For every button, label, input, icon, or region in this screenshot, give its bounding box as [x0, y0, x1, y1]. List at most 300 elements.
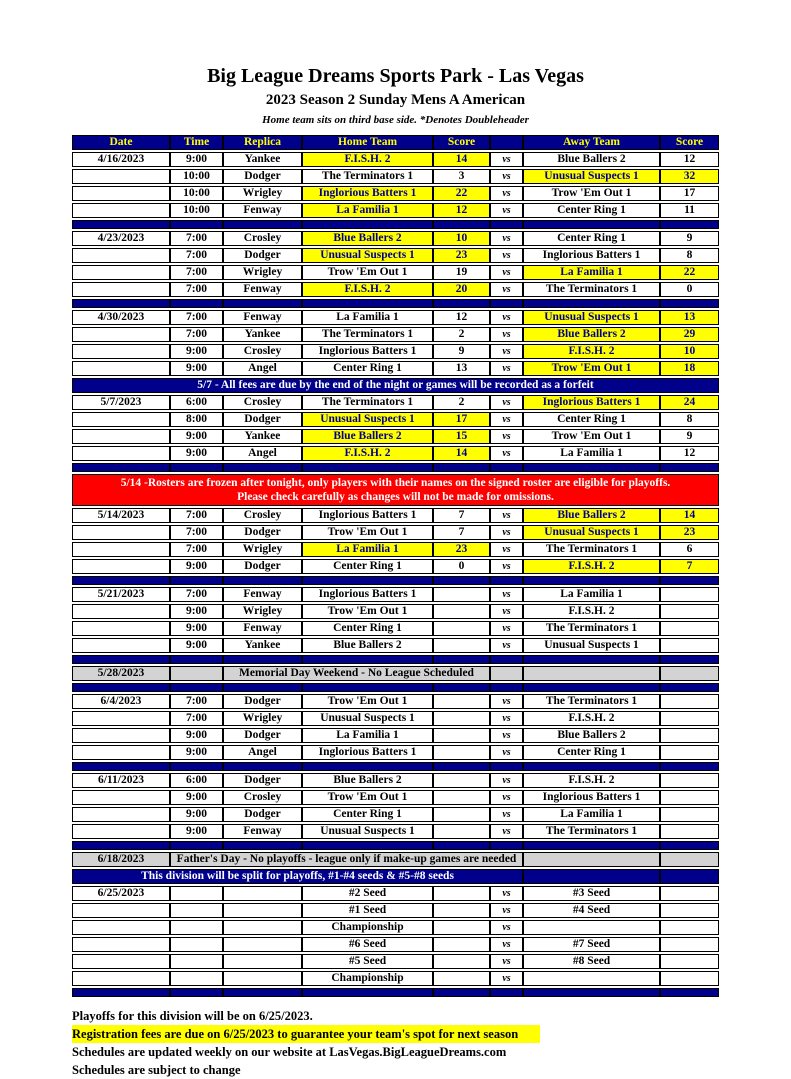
- separator-cell: [170, 576, 223, 585]
- home-team-cell: Unusual Suspects 1: [302, 824, 433, 839]
- home-team-cell: Center Ring 1: [302, 559, 433, 574]
- home-team-note: Home team sits on third base side. *Denotes Doubleheader: [262, 114, 529, 126]
- time-cell: 7:00: [170, 265, 223, 280]
- away-score-cell: 13: [660, 310, 719, 325]
- date-cell: [72, 248, 170, 263]
- home-team-cell: Inglorious Batters 1: [302, 587, 433, 602]
- replica-cell: Dodger: [223, 694, 302, 709]
- vs-cell: vs: [490, 186, 523, 201]
- home-score-cell: [433, 745, 490, 760]
- vs-cell: vs: [490, 937, 523, 952]
- home-score-cell: 23: [433, 542, 490, 557]
- replica-cell: Fenway: [223, 310, 302, 325]
- home-score-cell: [433, 886, 490, 901]
- separator-cell: [170, 655, 223, 664]
- home-team-cell: Trow 'Em Out 1: [302, 525, 433, 540]
- home-score-cell: [433, 971, 490, 986]
- navy-note-filler: [660, 869, 719, 884]
- replica-cell: Yankee: [223, 152, 302, 167]
- away-score-cell: 12: [660, 446, 719, 461]
- game-row: [72, 824, 719, 839]
- schedule-table-body: [72, 152, 719, 997]
- separator-cell: [302, 655, 433, 664]
- replica-cell: Crosley: [223, 508, 302, 523]
- vs-cell: vs: [490, 231, 523, 246]
- vs-cell: vs: [490, 203, 523, 218]
- separator-cell: [490, 463, 523, 472]
- separator-cell: [170, 841, 223, 850]
- away-team-cell: #8 Seed: [523, 954, 660, 969]
- header-vs: [490, 135, 523, 150]
- vs-cell: vs: [490, 395, 523, 410]
- vs-cell: vs: [490, 344, 523, 359]
- game-row: [72, 446, 719, 461]
- game-row: [72, 152, 719, 167]
- separator-cell: [660, 463, 719, 472]
- away-score-cell: [660, 587, 719, 602]
- separator-cell: [223, 762, 302, 771]
- time-cell: 9:00: [170, 728, 223, 743]
- separator-cell: [223, 576, 302, 585]
- replica-cell: Dodger: [223, 559, 302, 574]
- away-score-cell: [660, 666, 719, 681]
- game-row: [72, 344, 719, 359]
- home-score-cell: [433, 621, 490, 636]
- home-score-cell: [433, 824, 490, 839]
- home-team-cell: Center Ring 1: [302, 621, 433, 636]
- time-cell: 10:00: [170, 203, 223, 218]
- away-team-cell: Unusual Suspects 1: [523, 525, 660, 540]
- home-team-cell: Trow 'Em Out 1: [302, 694, 433, 709]
- vs-cell: vs: [490, 745, 523, 760]
- away-team-cell: [523, 920, 660, 935]
- time-cell: [170, 666, 223, 681]
- separator-cell: [660, 299, 719, 308]
- header-home-score: Score: [433, 135, 490, 150]
- date-cell: [72, 711, 170, 726]
- away-team-cell: Trow 'Em Out 1: [523, 429, 660, 444]
- separator-cell: [433, 655, 490, 664]
- vs-cell: vs: [490, 604, 523, 619]
- vs-cell: vs: [490, 169, 523, 184]
- replica-cell: Angel: [223, 361, 302, 376]
- separator-row: [72, 299, 719, 308]
- game-row: [72, 604, 719, 619]
- away-team-cell: F.I.S.H. 2: [523, 711, 660, 726]
- home-team-cell: #5 Seed: [302, 954, 433, 969]
- date-cell: [72, 903, 170, 918]
- separator-cell: [170, 683, 223, 692]
- footer-notes: [72, 1007, 791, 1079]
- time-cell: 9:00: [170, 824, 223, 839]
- date-cell: [72, 824, 170, 839]
- separator-cell: [433, 988, 490, 997]
- separator-row: [72, 655, 719, 664]
- vs-cell: vs: [490, 310, 523, 325]
- away-team-cell: [523, 852, 660, 867]
- separator-cell: [433, 463, 490, 472]
- separator-cell: [223, 299, 302, 308]
- home-score-cell: 7: [433, 508, 490, 523]
- header-away-score: Score: [660, 135, 719, 150]
- separator-cell: [72, 299, 170, 308]
- header-replica: Replica: [223, 135, 302, 150]
- game-row: [72, 920, 719, 935]
- date-cell: [72, 604, 170, 619]
- footer-line: Schedules are updated weekly on our website at LasVegas.BigLeagueDreams.com: [72, 1045, 507, 1059]
- time-cell: 7:00: [170, 231, 223, 246]
- separator-cell: [433, 841, 490, 850]
- replica-cell: Wrigley: [223, 711, 302, 726]
- date-cell: 6/11/2023: [72, 773, 170, 788]
- header-home-team: Home Team: [302, 135, 433, 150]
- separator-cell: [72, 988, 170, 997]
- time-cell: 9:00: [170, 790, 223, 805]
- away-score-cell: 0: [660, 282, 719, 297]
- home-team-cell: Unusual Suspects 1: [302, 412, 433, 427]
- separator-row: [72, 683, 719, 692]
- away-score-cell: 12: [660, 152, 719, 167]
- vs-cell: vs: [490, 412, 523, 427]
- away-team-cell: [523, 666, 660, 681]
- date-cell: [72, 807, 170, 822]
- away-score-cell: 9: [660, 231, 719, 246]
- page-title: Big League Dreams Sports Park - Las Vegas: [207, 65, 584, 87]
- away-score-cell: 9: [660, 429, 719, 444]
- time-cell: 7:00: [170, 542, 223, 557]
- date-cell: [72, 282, 170, 297]
- table-header-row: [72, 135, 719, 150]
- separator-row: [72, 841, 719, 850]
- separator-cell: [433, 299, 490, 308]
- date-cell: [72, 525, 170, 540]
- vs-cell: vs: [490, 559, 523, 574]
- away-score-cell: 17: [660, 186, 719, 201]
- separator-cell: [433, 576, 490, 585]
- home-score-cell: 2: [433, 327, 490, 342]
- replica-cell: Wrigley: [223, 265, 302, 280]
- home-score-cell: 22: [433, 186, 490, 201]
- home-team-cell: Trow 'Em Out 1: [302, 265, 433, 280]
- away-score-cell: 14: [660, 508, 719, 523]
- home-team-cell: Unusual Suspects 1: [302, 711, 433, 726]
- home-team-cell: Blue Ballers 2: [302, 231, 433, 246]
- replica-cell: Yankee: [223, 638, 302, 653]
- home-team-cell: F.I.S.H. 2: [302, 282, 433, 297]
- separator-cell: [302, 762, 433, 771]
- replica-cell: Wrigley: [223, 604, 302, 619]
- game-row: [72, 711, 719, 726]
- separator-cell: [523, 576, 660, 585]
- home-team-cell: La Familia 1: [302, 542, 433, 557]
- away-score-cell: 8: [660, 248, 719, 263]
- away-team-cell: Center Ring 1: [523, 203, 660, 218]
- game-row: [72, 745, 719, 760]
- separator-cell: [302, 576, 433, 585]
- home-score-cell: [433, 711, 490, 726]
- replica-cell: Dodger: [223, 169, 302, 184]
- away-team-cell: F.I.S.H. 2: [523, 344, 660, 359]
- replica-cell: Wrigley: [223, 542, 302, 557]
- time-cell: 10:00: [170, 186, 223, 201]
- replica-cell: Angel: [223, 446, 302, 461]
- game-row: [72, 694, 719, 709]
- date-cell: 5/21/2023: [72, 587, 170, 602]
- home-team-cell: Inglorious Batters 1: [302, 745, 433, 760]
- date-cell: [72, 559, 170, 574]
- away-team-cell: Blue Ballers 2: [523, 728, 660, 743]
- separator-cell: [72, 576, 170, 585]
- home-score-cell: [433, 694, 490, 709]
- date-cell: [72, 954, 170, 969]
- replica-cell: Crosley: [223, 395, 302, 410]
- away-team-cell: Trow 'Em Out 1: [523, 361, 660, 376]
- away-team-cell: La Familia 1: [523, 446, 660, 461]
- replica-cell: Yankee: [223, 429, 302, 444]
- away-score-cell: [660, 790, 719, 805]
- away-team-cell: Center Ring 1: [523, 412, 660, 427]
- vs-cell: [490, 666, 523, 681]
- separator-cell: [660, 841, 719, 850]
- time-cell: 9:00: [170, 344, 223, 359]
- navy-note-text: This division will be split for playoffs, #1-#4 seeds & #5-#8 seeds: [72, 869, 523, 884]
- game-row: [72, 886, 719, 901]
- separator-cell: [302, 841, 433, 850]
- vs-cell: vs: [490, 621, 523, 636]
- home-team-cell: The Terminators 1: [302, 327, 433, 342]
- vs-cell: vs: [490, 711, 523, 726]
- separator-cell: [72, 463, 170, 472]
- away-score-cell: 32: [660, 169, 719, 184]
- separator-cell: [170, 220, 223, 229]
- time-cell: [170, 886, 223, 901]
- separator-cell: [223, 655, 302, 664]
- away-team-cell: The Terminators 1: [523, 282, 660, 297]
- home-team-cell: Center Ring 1: [302, 361, 433, 376]
- replica-cell: Fenway: [223, 824, 302, 839]
- vs-cell: vs: [490, 248, 523, 263]
- game-row: [72, 327, 719, 342]
- date-cell: 6/18/2023: [72, 852, 170, 867]
- time-cell: 9:00: [170, 745, 223, 760]
- separator-cell: [660, 988, 719, 997]
- game-row: [72, 790, 719, 805]
- date-cell: [72, 344, 170, 359]
- date-cell: [72, 446, 170, 461]
- home-score-cell: 13: [433, 361, 490, 376]
- away-score-cell: [660, 745, 719, 760]
- game-row: [72, 587, 719, 602]
- home-score-cell: 2: [433, 395, 490, 410]
- header-away-team: Away Team: [523, 135, 660, 150]
- time-cell: 9:00: [170, 429, 223, 444]
- replica-cell: [223, 903, 302, 918]
- separator-cell: [523, 841, 660, 850]
- separator-cell: [490, 988, 523, 997]
- time-cell: 9:00: [170, 621, 223, 636]
- separator-cell: [660, 576, 719, 585]
- away-team-cell: The Terminators 1: [523, 542, 660, 557]
- replica-cell: Dodger: [223, 773, 302, 788]
- separator-cell: [223, 220, 302, 229]
- time-cell: 8:00: [170, 412, 223, 427]
- away-team-cell: Blue Ballers 2: [523, 508, 660, 523]
- home-team-cell: La Familia 1: [302, 203, 433, 218]
- home-score-cell: [433, 604, 490, 619]
- separator-cell: [72, 220, 170, 229]
- home-score-cell: 12: [433, 203, 490, 218]
- separator-row: [72, 762, 719, 771]
- away-team-cell: Inglorious Batters 1: [523, 790, 660, 805]
- home-score-cell: 0: [433, 559, 490, 574]
- time-cell: 9:00: [170, 807, 223, 822]
- date-cell: [72, 621, 170, 636]
- date-cell: [72, 361, 170, 376]
- separator-cell: [523, 762, 660, 771]
- time-cell: 6:00: [170, 773, 223, 788]
- vs-cell: vs: [490, 807, 523, 822]
- separator-cell: [523, 220, 660, 229]
- red-alert-row: [72, 474, 719, 506]
- home-score-cell: [433, 728, 490, 743]
- navy-note-text: 5/7 - All fees are due by the end of the night or games will be recorded as a forfeit: [72, 378, 719, 393]
- away-score-cell: 10: [660, 344, 719, 359]
- game-row: [72, 559, 719, 574]
- header-date: Date: [72, 135, 170, 150]
- home-team-cell: #2 Seed: [302, 886, 433, 901]
- home-team-cell: Championship: [302, 920, 433, 935]
- date-cell: 6/4/2023: [72, 694, 170, 709]
- game-row: [72, 412, 719, 427]
- home-score-cell: 9: [433, 344, 490, 359]
- separator-cell: [490, 762, 523, 771]
- footer-line: Playoffs for this division will be on 6/25/2023.: [72, 1009, 313, 1023]
- away-score-cell: 6: [660, 542, 719, 557]
- date-cell: [72, 638, 170, 653]
- replica-cell: Dodger: [223, 412, 302, 427]
- away-score-cell: 22: [660, 265, 719, 280]
- date-cell: [72, 728, 170, 743]
- game-row: [72, 773, 719, 788]
- replica-cell: [223, 920, 302, 935]
- time-cell: 9:00: [170, 604, 223, 619]
- navy-note-row: [72, 869, 719, 884]
- away-team-cell: Blue Ballers 2: [523, 152, 660, 167]
- game-row: [72, 248, 719, 263]
- footer-line: Schedules are subject to change: [72, 1063, 241, 1077]
- away-score-cell: 11: [660, 203, 719, 218]
- home-team-cell: The Terminators 1: [302, 169, 433, 184]
- away-team-cell: Center Ring 1: [523, 745, 660, 760]
- away-score-cell: [660, 807, 719, 822]
- home-score-cell: 20: [433, 282, 490, 297]
- red-alert-text: 5/14 -Rosters are frozen after tonight, only players with their names on the signed roster are eligible for playoffs. Please check carefully as changes will not be made for omissions.: [72, 474, 719, 506]
- away-team-cell: #4 Seed: [523, 903, 660, 918]
- home-score-cell: 23: [433, 248, 490, 263]
- time-cell: 7:00: [170, 587, 223, 602]
- replica-cell: Fenway: [223, 587, 302, 602]
- vs-cell: vs: [490, 694, 523, 709]
- separator-cell: [490, 655, 523, 664]
- separator-cell: [302, 220, 433, 229]
- game-row: [72, 903, 719, 918]
- vs-cell: vs: [490, 525, 523, 540]
- home-team-cell: #1 Seed: [302, 903, 433, 918]
- home-score-cell: 3: [433, 169, 490, 184]
- away-score-cell: [660, 621, 719, 636]
- replica-cell: [223, 937, 302, 952]
- separator-cell: [660, 655, 719, 664]
- separator-cell: [490, 683, 523, 692]
- game-row: [72, 203, 719, 218]
- date-cell: 6/25/2023: [72, 886, 170, 901]
- home-team-cell: The Terminators 1: [302, 395, 433, 410]
- away-score-cell: 7: [660, 559, 719, 574]
- away-score-cell: [660, 954, 719, 969]
- away-score-cell: [660, 711, 719, 726]
- navy-note-row: [72, 378, 719, 393]
- replica-cell: [223, 886, 302, 901]
- separator-cell: [433, 762, 490, 771]
- game-row: [72, 310, 719, 325]
- home-team-cell: Blue Ballers 2: [302, 773, 433, 788]
- date-cell: 5/7/2023: [72, 395, 170, 410]
- separator-cell: [490, 299, 523, 308]
- home-team-cell: Championship: [302, 971, 433, 986]
- separator-cell: [490, 220, 523, 229]
- date-cell: [72, 203, 170, 218]
- game-row: [72, 954, 719, 969]
- date-cell: 5/14/2023: [72, 508, 170, 523]
- home-team-cell: #6 Seed: [302, 937, 433, 952]
- away-team-cell: Trow 'Em Out 1: [523, 186, 660, 201]
- home-score-cell: [433, 937, 490, 952]
- away-score-cell: 8: [660, 412, 719, 427]
- separator-cell: [433, 220, 490, 229]
- home-score-cell: 19: [433, 265, 490, 280]
- away-score-cell: 29: [660, 327, 719, 342]
- game-row: [72, 429, 719, 444]
- away-team-cell: F.I.S.H. 2: [523, 559, 660, 574]
- gray-note-text: Memorial Day Weekend - No League Scheduled: [223, 666, 490, 681]
- home-team-cell: Unusual Suspects 1: [302, 248, 433, 263]
- home-score-cell: [433, 954, 490, 969]
- separator-cell: [223, 683, 302, 692]
- away-team-cell: Unusual Suspects 1: [523, 638, 660, 653]
- separator-cell: [523, 299, 660, 308]
- separator-cell: [72, 841, 170, 850]
- home-team-cell: Inglorious Batters 1: [302, 344, 433, 359]
- away-team-cell: Unusual Suspects 1: [523, 310, 660, 325]
- away-team-cell: #7 Seed: [523, 937, 660, 952]
- away-score-cell: 23: [660, 525, 719, 540]
- home-team-cell: Blue Ballers 2: [302, 429, 433, 444]
- home-team-cell: Trow 'Em Out 1: [302, 604, 433, 619]
- separator-cell: [302, 988, 433, 997]
- game-row: [72, 508, 719, 523]
- home-score-cell: 17: [433, 412, 490, 427]
- home-team-cell: Trow 'Em Out 1: [302, 790, 433, 805]
- date-cell: [72, 327, 170, 342]
- away-team-cell: F.I.S.H. 2: [523, 773, 660, 788]
- separator-cell: [302, 683, 433, 692]
- game-row: [72, 807, 719, 822]
- away-score-cell: 24: [660, 395, 719, 410]
- away-team-cell: The Terminators 1: [523, 824, 660, 839]
- time-cell: 6:00: [170, 395, 223, 410]
- replica-cell: Dodger: [223, 248, 302, 263]
- date-cell: [72, 920, 170, 935]
